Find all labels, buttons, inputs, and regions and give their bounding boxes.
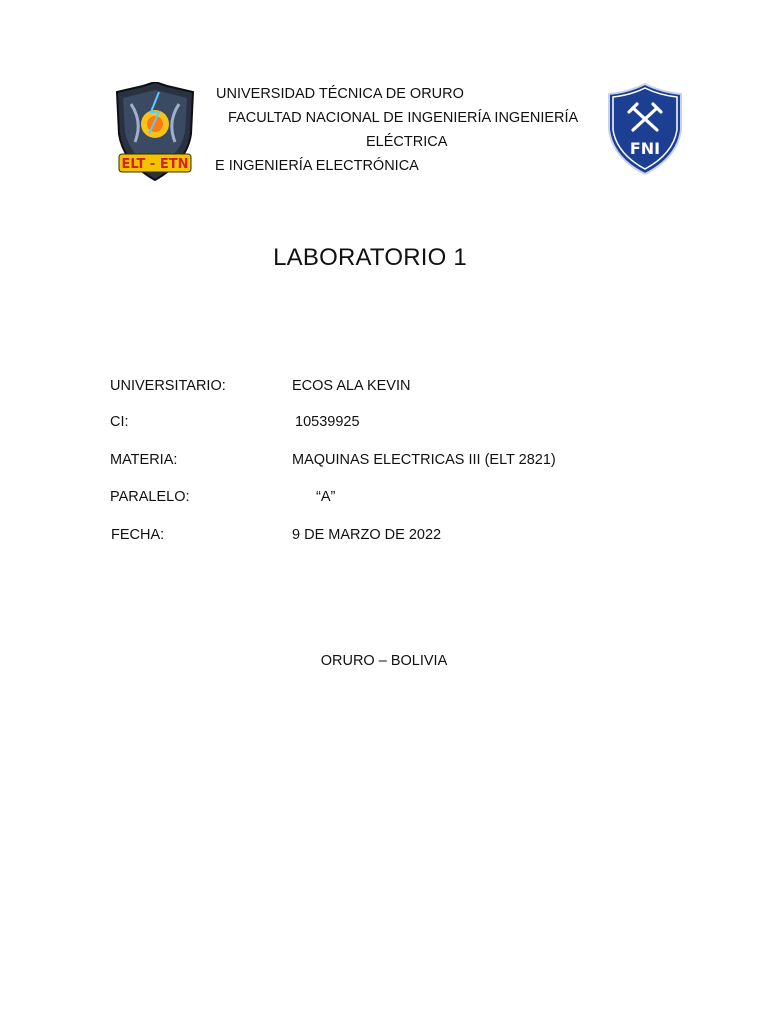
elt-etn-logo-text: ELT - ETN <box>121 157 189 172</box>
field-label: MATERIA: <box>110 452 178 468</box>
fni-shield-icon <box>605 82 685 176</box>
field-row-materia <box>110 448 670 472</box>
field-label: UNIVERSITARIO: <box>110 378 226 394</box>
field-row-universitario <box>110 374 670 398</box>
field-label: FECHA: <box>111 527 165 543</box>
location-footer: ORURO – BOLIVIA <box>320 653 448 669</box>
field-value: 9 DE MARZO DE 2022 <box>292 527 442 543</box>
field-value: MAQUINAS ELECTRICAS III (ELT 2821) <box>292 452 556 468</box>
faculty-name: FACULTAD NACIONAL DE INGENIERÍA INGENIERÍA <box>228 110 579 126</box>
field-value: “A” <box>316 489 336 505</box>
institution-header <box>214 82 594 178</box>
field-row-ci <box>110 410 670 434</box>
field-value: ECOS ALA KEVIN <box>292 378 411 394</box>
elt-etn-shield-icon <box>113 82 197 182</box>
fni-logo-text: FNI <box>629 139 661 158</box>
department-name: E INGENIERÍA ELECTRÓNICA <box>215 158 419 174</box>
faculty-name-continued: ELÉCTRICA <box>366 134 448 150</box>
field-row-fecha <box>110 523 670 547</box>
field-label: CI: <box>110 414 129 430</box>
university-name: UNIVERSIDAD TÉCNICA DE ORURO <box>216 86 464 102</box>
document-title: LABORATORIO 1 <box>273 244 467 271</box>
field-label: PARALELO: <box>110 489 190 505</box>
field-value: 10539925 <box>295 414 360 430</box>
elt-etn-logo <box>113 82 197 182</box>
field-row-paralelo <box>110 485 670 509</box>
fni-logo <box>605 82 685 176</box>
